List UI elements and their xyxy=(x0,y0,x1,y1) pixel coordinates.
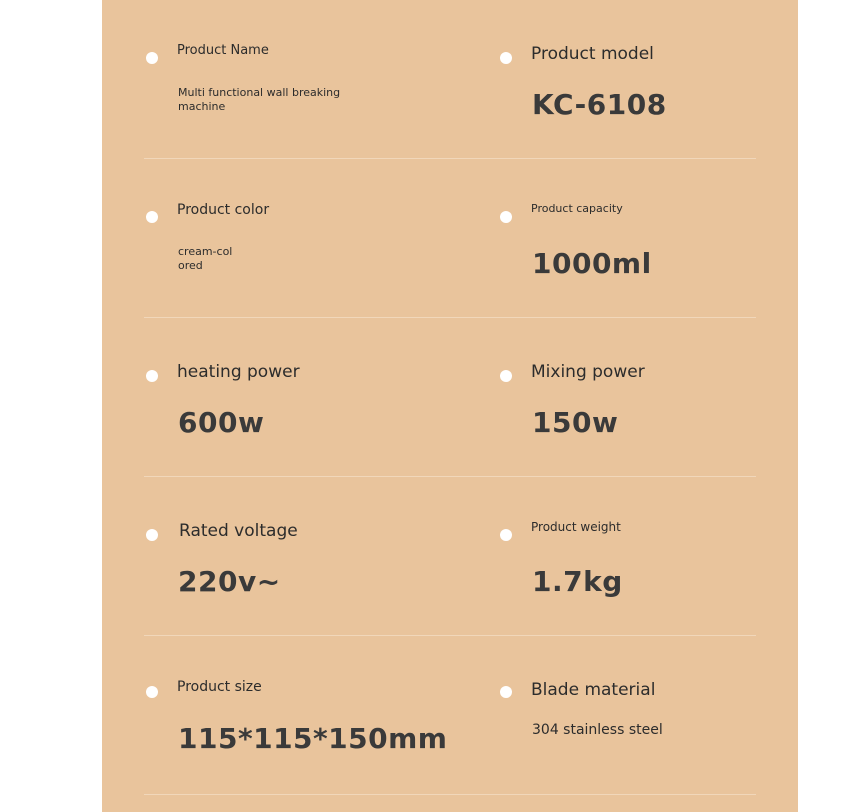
spec-label: heating power xyxy=(177,362,300,382)
bullet-icon xyxy=(146,52,158,64)
bullet-icon xyxy=(500,211,512,223)
bullet-icon xyxy=(146,370,158,382)
spec-value: 1000ml xyxy=(532,247,652,280)
spec-value: 600w xyxy=(178,406,265,439)
bullet-icon xyxy=(500,52,512,64)
spec-label: Product color xyxy=(177,202,270,218)
spec-label: Product weight xyxy=(531,520,621,534)
spec-row xyxy=(102,0,798,159)
spec-label: Product model xyxy=(531,44,654,64)
spec-value: 1.7kg xyxy=(532,565,623,598)
bullet-icon xyxy=(146,211,158,223)
spec-label: Product size xyxy=(177,679,262,695)
bullet-icon xyxy=(500,529,512,541)
spec-label: Product Name xyxy=(177,43,269,58)
spec-value: KC-6108 xyxy=(532,88,667,121)
spec-row xyxy=(102,636,798,795)
spec-label: Mixing power xyxy=(531,362,645,382)
spec-value: cream-col ored xyxy=(178,245,233,272)
spec-label: Rated voltage xyxy=(179,521,298,541)
spec-row xyxy=(102,159,798,318)
spec-item-blade-material xyxy=(500,636,760,794)
spec-value: Multi functional wall breaking machine xyxy=(178,86,341,113)
spec-row xyxy=(102,318,798,477)
spec-value: 150w xyxy=(532,406,619,439)
spec-item-product-capacity xyxy=(500,159,760,317)
spec-item-product-size xyxy=(146,636,466,794)
bullet-icon xyxy=(500,686,512,698)
spec-item-mixing-power xyxy=(500,318,760,476)
spec-panel xyxy=(102,0,798,812)
bullet-icon xyxy=(146,686,158,698)
spec-item-product-weight xyxy=(500,477,760,635)
spec-label: Product capacity xyxy=(531,202,623,215)
spec-item-product-model xyxy=(500,0,760,158)
spec-item-product-name xyxy=(146,0,466,158)
spec-label: Blade material xyxy=(531,680,656,700)
bullet-icon xyxy=(146,529,158,541)
spec-value: 220v~ xyxy=(178,565,281,598)
spec-item-rated-voltage xyxy=(146,477,466,635)
bullet-icon xyxy=(500,370,512,382)
spec-row xyxy=(102,477,798,636)
spec-item-heating-power xyxy=(146,318,466,476)
spec-item-product-color xyxy=(146,159,466,317)
spec-value: 304 stainless steel xyxy=(532,722,663,738)
row-divider xyxy=(144,794,756,795)
spec-value: 115*115*150mm xyxy=(178,722,448,755)
